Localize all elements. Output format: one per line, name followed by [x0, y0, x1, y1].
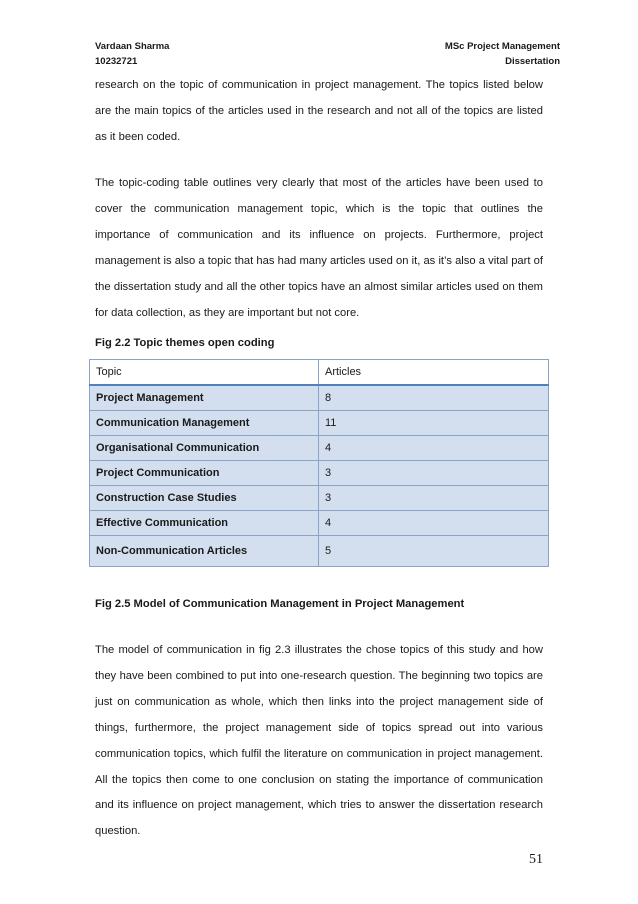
- articles-cell: 4: [319, 511, 549, 536]
- table-row: [90, 486, 549, 511]
- articles-cell: 3: [319, 486, 549, 511]
- model-caption: Fig 2.5 Model of Communication Management in Project Management: [95, 598, 465, 610]
- topic-cell: Construction Case Studies: [90, 486, 319, 511]
- table-row: [90, 461, 549, 486]
- topic-cell: Organisational Communication: [90, 436, 319, 461]
- document-type: Dissertation: [505, 56, 560, 67]
- table-row: [90, 385, 549, 411]
- topic-cell: Non-Communication Articles: [90, 536, 319, 567]
- articles-cell: 8: [319, 385, 549, 411]
- paragraph-intro: research on the topic of communication in project management. The topics listed below are the main topics of the articles used in the research and not all of the topics are listed as it been coded.: [95, 79, 543, 143]
- column-header-topic: Topic: [90, 360, 319, 386]
- author-name: Vardaan Sharma: [95, 41, 170, 52]
- table-row: [90, 436, 549, 461]
- header-left: [95, 39, 169, 69]
- column-header-articles: Articles: [319, 360, 549, 386]
- topic-cell: Effective Communication: [90, 511, 319, 536]
- table-caption: Fig 2.2 Topic themes open coding: [95, 337, 275, 349]
- topic-themes-table: [89, 359, 549, 567]
- topic-cell: Project Communication: [90, 461, 319, 486]
- articles-cell: 3: [319, 461, 549, 486]
- articles-cell: 5: [319, 536, 549, 567]
- topic-cell: Project Management: [90, 385, 319, 411]
- student-id: 10232721: [95, 56, 138, 67]
- table-row: [90, 536, 549, 567]
- articles-cell: 4: [319, 436, 549, 461]
- table-header-row: [90, 360, 549, 386]
- table-row: [90, 411, 549, 436]
- header-right: [445, 39, 560, 69]
- paragraph-model: The model of communication in fig 2.3 illustrates the chose topics of this study and how they have been combined to put into one-research question. The beginning two topics are just on communication as whole, which then links into the project management side of things, furthermore, the project management side of topics spread out into various communication topics, which fulfil the literature on communication in project management. All the topics then come to one conclusion on stating the importance of communication and its influence on project management, which tries to answer the dissertation research question.: [95, 644, 543, 838]
- topic-cell: Communication Management: [90, 411, 319, 436]
- course-name: MSc Project Management: [444, 41, 560, 52]
- paragraph-topic-coding: The topic-coding table outlines very clearly that most of the articles have been used to cover the communication management topic, which is the topic that outlines the importance of communication and its influence on projects. Furthermore, project management is also a topic that has had many articles used on it, as it’s also a vital part of the dissertation study and all the other topics have an almost similar articles used on them for data collection, as they are important but not core.: [95, 177, 543, 319]
- table-row: [90, 511, 549, 536]
- page-number: 51: [529, 852, 543, 867]
- articles-cell: 11: [319, 411, 549, 436]
